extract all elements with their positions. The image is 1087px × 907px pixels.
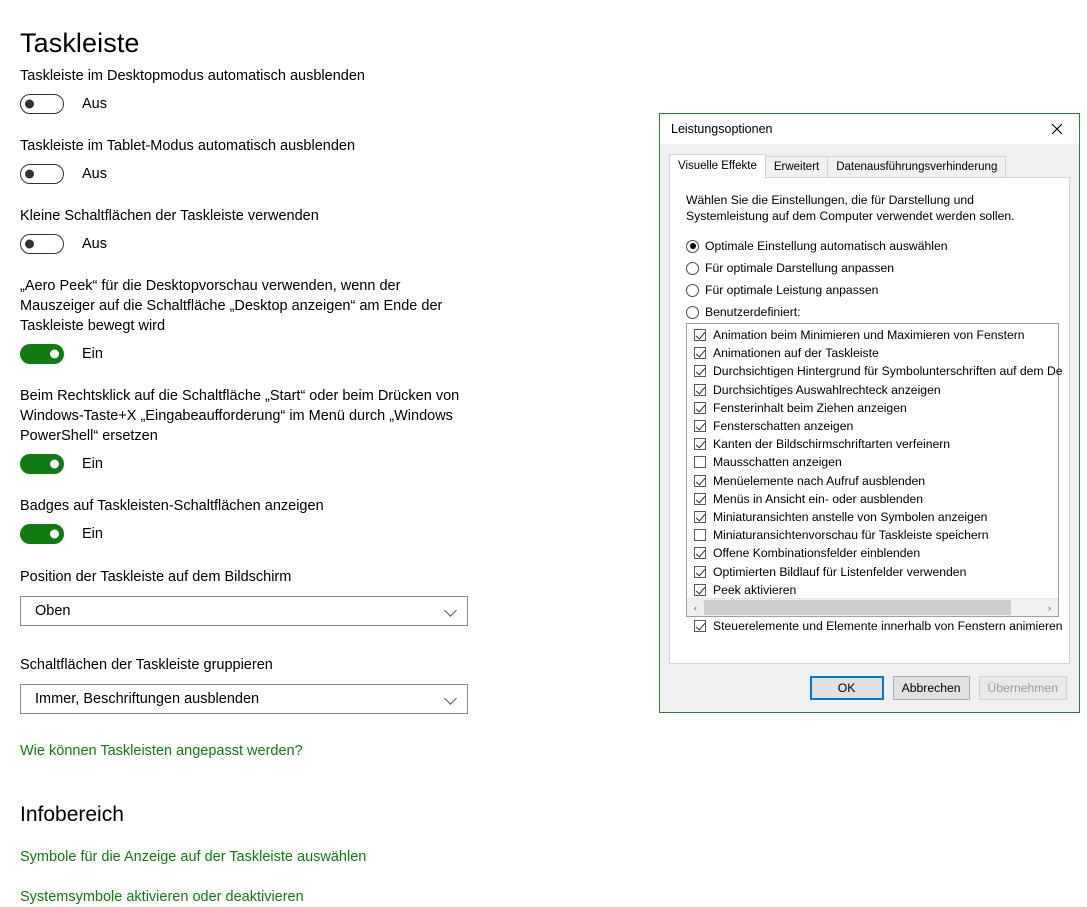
apply-button: Übernehmen [979,676,1067,700]
radio-button [686,306,699,319]
horizontal-scrollbar[interactable] [687,598,1058,616]
radio-label: Benutzerdefiniert: [705,305,801,319]
list-item-label: Mausschatten anzeigen [713,455,842,470]
checkbox [694,402,706,414]
link-select-icons[interactable]: Symbole für die Anzeige auf der Taskleiste auswählen [20,849,367,865]
visual-effects-listbox[interactable] [686,323,1063,634]
toggle-row [20,164,355,184]
toggle-knob [50,350,59,359]
toggle-knob [25,100,34,109]
toggle-aero-peek[interactable] [20,344,64,364]
radio-row-best-performance[interactable] [686,279,948,301]
dropdown-combine-buttons[interactable] [20,684,468,714]
checkbox [694,329,706,341]
list-item-label: Steuerelemente und Elemente innerhalb von Fenstern animieren [713,619,1063,634]
setting-taskbar-position [20,567,468,626]
list-item-label: Durchsichtiges Auswahlrechteck anzeigen [713,382,941,397]
checkbox [694,511,706,523]
link-customize-taskbars[interactable]: Wie können Taskleisten angepasst werden? [20,743,303,759]
ok-button[interactable]: OK [810,676,884,700]
radio-button [686,240,699,253]
checkbox [694,547,706,559]
setting-label: Badges auf Taskleisten-Schaltflächen anzeigen [20,498,324,514]
setting-powershell-replace [20,386,460,474]
list-item-label: Kanten der Bildschirmschriftarten verfeinern [713,437,951,452]
list-item[interactable] [687,562,1058,580]
dialog-title: Leistungsoptionen [671,122,773,136]
list-item-label: Menüs in Ansicht ein- oder ausblenden [713,491,924,506]
scrollbar-thumb[interactable] [704,600,1011,615]
setting-label: Position der Taskleiste auf dem Bildschirm [20,569,292,585]
tab-datenausfuehrungsverhinderung[interactable]: Datenausführungsverhinderung [827,156,1006,178]
list-item[interactable] [687,490,1058,508]
dialog-tabstrip [669,156,1070,179]
toggle-state-label: Ein [82,526,103,542]
list-item-label: Menüelemente nach Aufruf ausblenden [713,473,926,488]
list-item-label: Fensterschatten anzeigen [713,419,854,434]
toggle-powershell-replace[interactable] [20,454,64,474]
list-item-label: Animation beim Minimieren und Maximieren von Fenstern [713,328,1025,343]
list-item[interactable] [687,362,1063,380]
dialog-body [660,144,1079,712]
setting-label: Kleine Schaltflächen der Taskleiste verwenden [20,208,319,224]
checkbox [694,384,706,396]
performance-options-dialog [659,113,1080,713]
dialog-titlebar [660,114,1079,144]
toggle-knob [25,170,34,179]
setting-label: Taskleiste im Tablet-Modus automatisch ausblenden [20,138,356,154]
toggle-state-label: Ein [82,456,103,472]
list-item-label: Miniaturansichten anstelle von Symbolen anzeigen [713,509,988,524]
checkbox [694,529,706,541]
checkbox [694,420,706,432]
toggle-row [20,344,460,364]
toggle-badges[interactable] [20,524,64,544]
section-title-notification-area: Infobereich [20,803,124,826]
radio-row-best-appearance[interactable] [686,257,948,279]
list-item[interactable] [687,344,1058,362]
checkbox [694,438,706,450]
setting-label: Taskleiste im Desktopmodus automatisch ausblenden [20,68,365,84]
toggle-knob [50,530,59,539]
radio-row-custom[interactable] [686,301,948,323]
tab-visuelle-effekte[interactable]: Visuelle Effekte [669,154,766,179]
list-item[interactable] [687,526,1058,544]
list-item[interactable] [687,581,1058,599]
radio-button [686,284,699,297]
list-item[interactable] [687,472,1058,490]
radio-label: Für optimale Leistung anpassen [705,283,879,297]
chevron-down-icon [445,605,457,617]
list-item[interactable] [687,381,1058,399]
scrollbar-track[interactable] [704,599,1041,616]
checkbox [694,347,706,359]
setting-aero-peek [20,276,460,364]
visual-effects-items [687,324,1063,634]
radio-row-auto[interactable] [686,235,948,257]
list-item[interactable] [687,399,1058,417]
list-item[interactable] [687,453,1058,471]
setting-label: „Aero Peek“ für die Desktopvorschau verwenden, wenn der Mauszeiger auf die Schaltfläche „Desktop anzeigen“ am Ende der Taskleiste bewegt wird [20,278,443,334]
toggle-state-label: Aus [82,236,107,252]
setting-badges [20,496,324,544]
list-item-label: Animationen auf der Taskleiste [713,346,879,361]
toggle-auto-hide-tablet[interactable] [20,164,64,184]
toggle-knob [25,240,34,249]
scroll-left-icon[interactable]: ‹ [687,599,704,616]
tab-panel-visual-effects [669,177,1070,664]
list-item[interactable] [687,417,1058,435]
checkbox [694,566,706,578]
list-item-label: Fensterinhalt beim Ziehen anzeigen [713,400,907,415]
checkbox [694,620,706,632]
list-item[interactable] [687,544,1058,562]
visual-effects-radio-group [686,235,948,323]
list-item-label: Durchsichtigen Hintergrund für Symbolunterschriften auf dem De [713,364,1063,379]
list-item-label: Miniaturansichtenvorschau für Taskleiste speichern [713,528,989,543]
dialog-description: Wählen Sie die Einstellungen, die für Darstellung und Systemleistung auf dem Computer verwendet werden sollen. [686,193,1015,223]
toggle-state-label: Aus [82,166,107,182]
toggle-row [20,454,460,474]
dropdown-value: Immer, Beschriftungen ausblenden [35,691,260,707]
checkbox [694,475,706,487]
dialog-button-bar [810,676,1067,700]
checkbox [694,493,706,505]
toggle-row [20,234,319,254]
setting-label: Schaltflächen der Taskleiste gruppieren [20,657,273,673]
link-system-icons[interactable]: Systemsymbole aktivieren oder deaktivieren [20,889,304,905]
toggle-auto-hide-desktop[interactable] [20,94,64,114]
radio-label: Für optimale Darstellung anpassen [705,261,895,275]
list-item-label: Peek aktivieren [713,582,797,597]
scroll-right-icon[interactable]: › [1041,599,1058,616]
setting-combine-buttons [20,655,468,714]
radio-button [686,262,699,275]
list-item[interactable] [687,435,1058,453]
list-item[interactable] [687,508,1058,526]
close-icon[interactable] [1034,114,1079,144]
list-item-label: Optimierten Bildlauf für Listenfelder verwenden [713,564,967,579]
radio-label: Optimale Einstellung automatisch auswählen [705,239,948,253]
setting-label: Beim Rechtsklick auf die Schaltfläche „Start“ oder beim Drücken von Windows-Taste+X „Eingabeaufforderung“ im Menü durch „Windows PowerShell“ ersetzen [20,388,460,444]
dropdown-taskbar-position[interactable] [20,596,468,626]
toggle-row [20,94,365,114]
toggle-state-label: Ein [82,346,103,362]
checkbox [694,365,706,377]
toggle-row [20,524,324,544]
toggle-state-label: Aus [82,96,107,112]
dropdown-value: Oben [35,603,71,619]
toggle-small-buttons[interactable] [20,234,64,254]
chevron-down-icon [445,693,457,705]
setting-auto-hide-desktop [20,66,365,114]
tab-erweitert[interactable]: Erweitert [765,156,828,178]
checkbox [694,456,706,468]
setting-small-buttons [20,206,319,254]
setting-auto-hide-tablet [20,136,355,184]
list-item[interactable] [687,617,1063,635]
list-item-label: Offene Kombinationsfelder einblenden [713,546,921,561]
toggle-knob [50,460,59,469]
page-title: Taskleiste [20,28,140,58]
checkbox [694,584,706,596]
list-item[interactable] [687,326,1058,344]
cancel-button[interactable]: Abbrechen [893,676,970,700]
